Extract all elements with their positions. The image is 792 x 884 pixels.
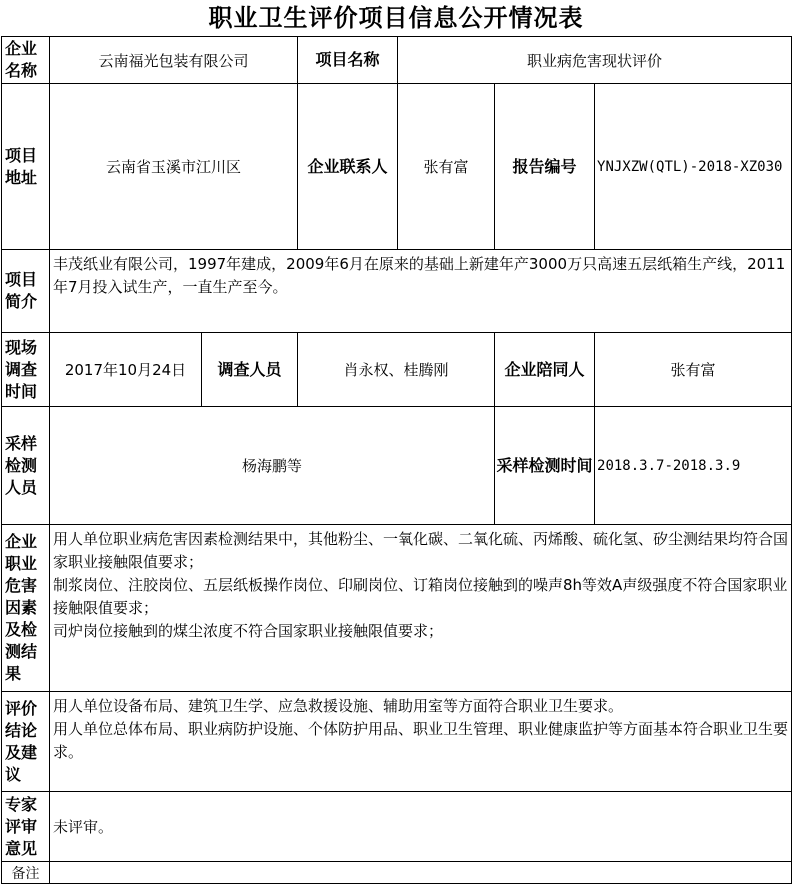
report-no-label: 报告编号	[495, 84, 595, 250]
project-name-value: 职业病危害现状评价	[398, 37, 792, 84]
row-conclusion	[2, 692, 792, 792]
samplers-label: 采样检测人员	[2, 407, 50, 525]
page-title: 职业卫生评价项目信息公开情况表	[208, 4, 584, 32]
row-address	[2, 84, 792, 250]
row-expert	[2, 792, 792, 862]
company-label: 企业名称	[2, 37, 50, 84]
surveyors-value: 肖永权、桂腾刚	[298, 333, 495, 407]
row-hazards	[2, 525, 792, 692]
sampling-time-value: 2018.3.7-2018.3.9	[595, 407, 792, 525]
escort-label: 企业陪同人	[495, 333, 595, 407]
row-survey	[2, 333, 792, 407]
row-remark	[2, 862, 792, 884]
info-table	[1, 36, 792, 884]
intro-label: 项目简介	[2, 250, 50, 333]
samplers-value: 杨海鹏等	[50, 407, 495, 525]
survey-time-value: 2017年10月24日	[50, 333, 202, 407]
company-value: 云南福光包装有限公司	[50, 37, 298, 84]
hazards-line: 司炉岗位接触到的煤尘浓度不符合国家职业接触限值要求；	[53, 622, 444, 640]
project-address-label: 项目地址	[2, 84, 50, 250]
contact-value: 张有富	[398, 84, 495, 250]
intro-value: 丰茂纸业有限公司，1997年建成，2009年6月在原来的基础上新建年产3000万只高速五层纸箱生产线，2011年7月投入试生产，一直生产至今。	[50, 250, 792, 333]
survey-time-label: 现场调查时间	[2, 333, 50, 407]
surveyors-label: 调查人员	[202, 333, 298, 407]
contact-label: 企业联系人	[298, 84, 398, 250]
conclusion-line: 用人单位总体布局、职业病防护设施、个体防护用品、职业卫生管理、职业健康监护等方面基本符合职业卫生要求。	[53, 720, 789, 761]
report-no-value: YNJXZW(QTL)-2018-XZ030	[595, 84, 792, 250]
expert-value: 未评审。	[50, 792, 792, 862]
hazards-text	[50, 525, 792, 692]
conclusion-text	[50, 692, 792, 792]
hazards-line: 用人单位职业病危害因素检测结果中，其他粉尘、一氧化碳、二氧化硫、丙烯酸、硫化氢、矽尘测结果均符合国家职业接触限值要求；	[53, 530, 789, 571]
remark-label: 备注	[2, 862, 50, 884]
project-name-label: 项目名称	[298, 37, 398, 84]
row-intro	[2, 250, 792, 333]
project-address-value: 云南省玉溪市江川区	[50, 84, 298, 250]
expert-label: 专家评审意见	[2, 792, 50, 862]
conclusion-label: 评价结论及建议	[2, 692, 50, 792]
row-sampling	[2, 407, 792, 525]
remark-value	[50, 862, 792, 884]
conclusion-line: 用人单位设备布局、建筑卫生学、应急救援设施、辅助用室等方面符合职业卫生要求。	[53, 697, 624, 715]
row-company	[2, 37, 792, 84]
hazards-line: 制浆岗位、注胶岗位、五层纸板操作岗位、印刷岗位、订箱岗位接触到的噪声8h等效A声级强度不符合国家职业接触限值要求；	[53, 576, 788, 617]
sampling-time-label: 采样检测时间	[495, 407, 595, 525]
escort-value: 张有富	[595, 333, 792, 407]
hazards-label: 企业职业危害因素及检测结果	[2, 525, 50, 692]
